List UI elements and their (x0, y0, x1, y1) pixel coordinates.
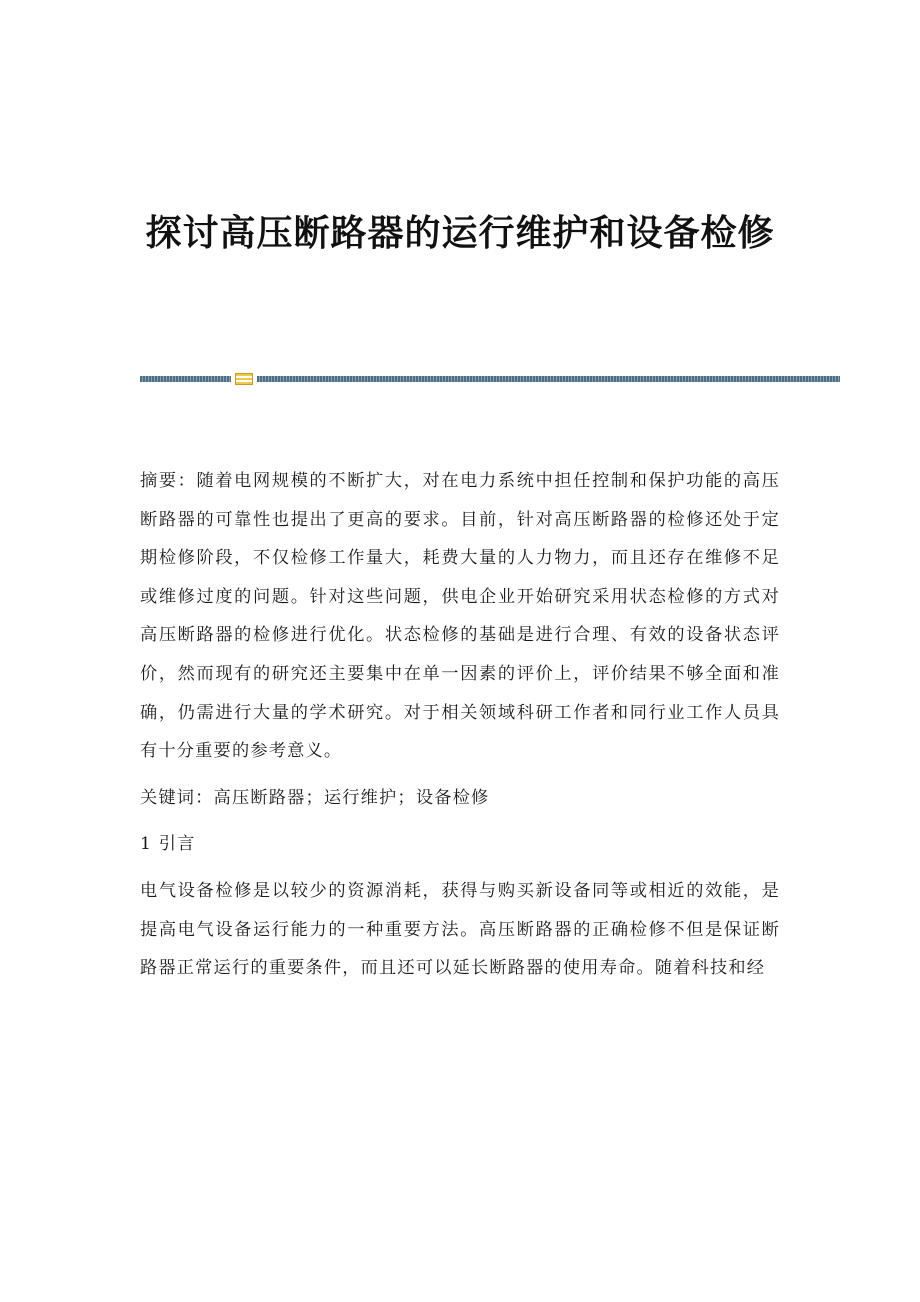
divider-bar-left (140, 376, 231, 382)
title-divider (140, 375, 840, 383)
keywords-line: 关键词：高压断路器；运行维护；设备检修 (140, 787, 490, 808)
document-body (140, 462, 780, 988)
divider-bar-right (257, 376, 840, 382)
document-title: 探讨高压断路器的运行维护和设备检修 (145, 213, 775, 254)
divider-ornament-icon (235, 373, 253, 385)
section-heading: 1 引言 (140, 834, 196, 855)
body-paragraph: 电气设备检修是以较少的资源消耗，获得与购买新设备同等或相近的效能，是提高电气设备运行能力的一种重要方法。高压断路器的正确检修不但是保证断路器正常运行的重要条件，而且还可以延长断路器的使用寿命。随着科技和经 (140, 880, 780, 979)
abstract-paragraph: 摘要：随着电网规模的不断扩大，对在电力系统中担任控制和保护功能的高压断路器的可靠性也提出了更高的要求。目前，针对高压断路器的检修还处于定期检修阶段，不仅检修工作量大，耗费大量的人力物力，而且还存在维修不足或维修过度的问题。针对这些问题，供电企业开始研究采用状态检修的方式对高压断路器的检修进行优化。状态检修的基础是进行合理、有效的设备状态评价，然而现有的研究还主要集中在单一因素的评价上，评价结果不够全面和准确，仍需进行大量的学术研究。对于相关领域科研工作者和同行业工作人员具有十分重要的参考意义。 (140, 471, 780, 762)
